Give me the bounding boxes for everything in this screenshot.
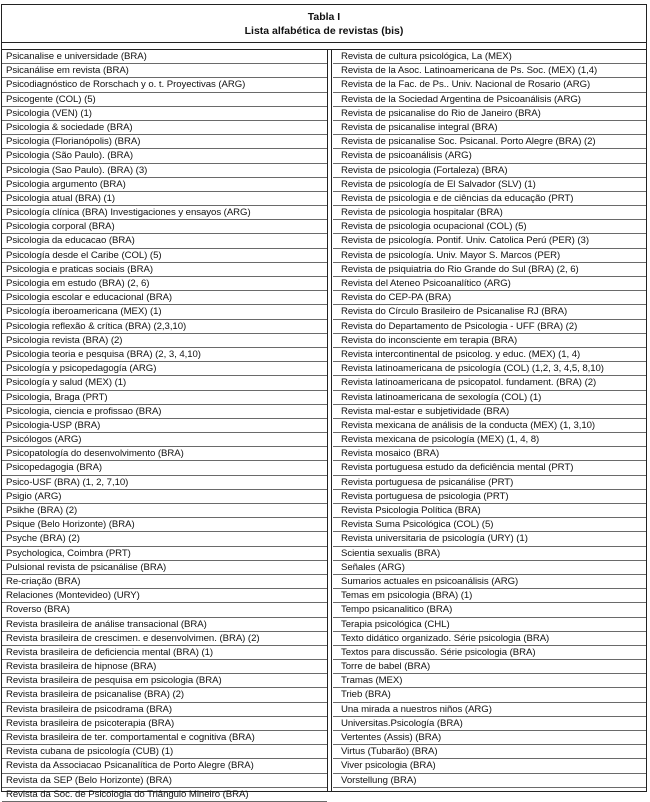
journal-entry: Revista portuguesa de psicanálise (PRT) [333, 476, 646, 490]
journal-entry: Psicologia reflexão & crítica (BRA) (2,3,10) [2, 320, 327, 334]
journal-entry: Psicanalise e universidade (BRA) [2, 50, 327, 64]
journal-entry: Psicología iberoamericana (MEX) (1) [2, 305, 327, 319]
journal-entry: Temas em psicologia (BRA) (1) [333, 589, 646, 603]
journal-entry: Revista da SEP (Belo Horizonte) (BRA) [2, 774, 327, 788]
journal-entry: Revista mal-estar e subjetividade (BRA) [333, 405, 646, 419]
journal-entry: Revista da Soc. de Psicologia do Triângulo Mineiro (BRA) [2, 788, 327, 802]
table-body [2, 50, 646, 800]
journal-entry: Psicología y salud (MEX) (1) [2, 376, 327, 390]
journal-entry: Psicologia & sociedade (BRA) [2, 121, 327, 135]
journal-entry: Psicopedagogia (BRA) [2, 461, 327, 475]
journal-entry: Textos para discussão. Série psicologia (BRA) [333, 646, 646, 660]
journal-entry: Revista de la Fac. de Ps.. Univ. Nacional de Rosario (ARG) [333, 78, 646, 92]
journal-entry: Psicólogos (ARG) [2, 433, 327, 447]
journal-entry: Revista Suma Psicológica (COL) (5) [333, 518, 646, 532]
journal-entry: Revista de la Asoc. Latinoamericana de Ps. Soc. (MEX) (1,4) [333, 64, 646, 78]
journal-entry: Psicopatología do desenvolvimento (BRA) [2, 447, 327, 461]
journal-entry: Revista brasileira de hipnose (BRA) [2, 660, 327, 674]
journal-entry: Psicologia (VEN) (1) [2, 107, 327, 121]
journal-entry: Revista de psicoanálisis (ARG) [333, 149, 646, 163]
journal-entry: Psicologia em estudo (BRA) (2, 6) [2, 277, 327, 291]
journal-entry: Psicología y psicopedagogía (ARG) [2, 362, 327, 376]
journal-entry: Revista de psicologia hospitalar (BRA) [333, 206, 646, 220]
journal-entry: Revista de psicanalise Soc. Psicanal. Porto Alegre (BRA) (2) [333, 135, 646, 149]
journal-table [1, 4, 647, 800]
journal-entry: Revista brasileira de análise transacional (BRA) [2, 618, 327, 632]
journal-entry: Revista de psicologia ocupacional (COL) (5) [333, 220, 646, 234]
table-header [2, 5, 646, 43]
column-divider [331, 50, 332, 792]
journal-entry: Vertentes (Assis) (BRA) [333, 731, 646, 745]
journal-entry: Revista do Círculo Brasileiro de Psicanalise RJ (BRA) [333, 305, 646, 319]
journal-entry: Pulsional revista de psicanálise (BRA) [2, 561, 327, 575]
journal-entry: Psicologia argumento (BRA) [2, 178, 327, 192]
journal-entry: Revista brasileira de deficiencia mental (BRA) (1) [2, 646, 327, 660]
journal-entry: Roverso (BRA) [2, 603, 327, 617]
journal-entry: Revista mexicana de psicología (MEX) (1, 4, 8) [333, 433, 646, 447]
journal-entry: Vorstellung (BRA) [333, 774, 646, 788]
journal-entry: Torre de babel (BRA) [333, 660, 646, 674]
journal-entry: Psicología clínica (BRA) Investigaciones y ensayos (ARG) [2, 206, 327, 220]
journal-entry: Revista brasileira de psicoterapia (BRA) [2, 717, 327, 731]
journal-entry: Psicodiagnóstico de Rorschach y o. t. Proyectivas (ARG) [2, 78, 327, 92]
journal-entry: Revista cubana de psicología (CUB) (1) [2, 745, 327, 759]
journal-entry: Revista de cultura psicológica, La (MEX) [333, 50, 646, 64]
journal-entry: Revista de psicología de El Salvador (SLV) (1) [333, 178, 646, 192]
journal-entry: Psicología desde el Caribe (COL) (5) [2, 249, 327, 263]
journal-entry: Psicologia atual (BRA) (1) [2, 192, 327, 206]
journal-entry: Revista latinoamericana de psicopatol. fundament. (BRA) (2) [333, 376, 646, 390]
journal-entry: Revista brasileira de ter. comportamental e cognitiva (BRA) [2, 731, 327, 745]
journal-entry: Psicologia teoria e pesquisa (BRA) (2, 3, 4,10) [2, 348, 327, 362]
journal-entry: Revista latinoamericana de sexología (COL) (1) [333, 391, 646, 405]
journal-entry: Psicologia da educacao (BRA) [2, 234, 327, 248]
journal-entry: Revista de psicología. Univ. Mayor S. Marcos (PER) [333, 249, 646, 263]
journal-entry: Scientia sexualis (BRA) [333, 547, 646, 561]
journal-entry: Revista do CEP-PA (BRA) [333, 291, 646, 305]
table-subtitle: Lista alfabética de revistas (bis) [244, 25, 404, 37]
journal-entry: Psicanálise em revista (BRA) [2, 64, 327, 78]
journal-entry: Revista del Ateneo Psicoanalítico (ARG) [333, 277, 646, 291]
table-title: Tabla I [307, 11, 341, 23]
journal-entry: Psicologia, Braga (PRT) [2, 391, 327, 405]
column-divider [327, 50, 328, 792]
journal-entry: Revista latinoamericana de psicología (COL) (1,2, 3, 4,5, 8,10) [333, 362, 646, 376]
journal-entry: Revista de psiquiatria do Rio Grande do Sul (BRA) (2, 6) [333, 263, 646, 277]
journal-entry: Tempo psicanalitico (BRA) [333, 603, 646, 617]
journal-entry: Revista mexicana de análisis de la conducta (MEX) (1, 3,10) [333, 419, 646, 433]
journal-entry: Psique (Belo Horizonte) (BRA) [2, 518, 327, 532]
journal-entry: Revista Psicologia Política (BRA) [333, 504, 646, 518]
journal-entry: Psychologica, Coimbra (PRT) [2, 547, 327, 561]
journal-entry: Psicologia-USP (BRA) [2, 419, 327, 433]
journal-entry: Revista portuguesa estudo da deficiência mental (PRT) [333, 461, 646, 475]
right-column [333, 50, 646, 792]
journal-entry: Revista intercontinental de psicolog. y educ. (MEX) (1, 4) [333, 348, 646, 362]
journal-entry: Psicologia (Sao Paulo). (BRA) (3) [2, 164, 327, 178]
journal-entry: Virtus (Tubarão) (BRA) [333, 745, 646, 759]
journal-entry: Relaciones (Montevideo) (URY) [2, 589, 327, 603]
journal-entry: Psicologia corporal (BRA) [2, 220, 327, 234]
journal-entry: Revista brasileira de psicanalise (BRA) (2) [2, 688, 327, 702]
journal-entry: Psicologia revista (BRA) (2) [2, 334, 327, 348]
journal-entry: Psicogente (COL) (5) [2, 93, 327, 107]
journal-entry: Psicologia e praticas sociais (BRA) [2, 263, 327, 277]
header-spacer [2, 43, 646, 50]
journal-entry: Psyche (BRA) (2) [2, 532, 327, 546]
journal-entry: Psicologia (Florianópolis) (BRA) [2, 135, 327, 149]
journal-entry: Re-criação (BRA) [2, 575, 327, 589]
journal-entry: Trieb (BRA) [333, 688, 646, 702]
journal-entry: Psicologia (São Paulo). (BRA) [2, 149, 327, 163]
journal-entry: Sumarios actuales en psicoanálisis (ARG) [333, 575, 646, 589]
journal-entry: Revista universitaria de psicología (URY) (1) [333, 532, 646, 546]
journal-entry: Revista portuguesa de psicologia (PRT) [333, 490, 646, 504]
journal-entry: Revista de psicanalise do Rio de Janeiro (BRA) [333, 107, 646, 121]
journal-entry: Revista do inconsciente em terapia (BRA) [333, 334, 646, 348]
journal-entry: Psicologia escolar e educacional (BRA) [2, 291, 327, 305]
journal-entry: Revista brasileira de crescimen. e desenvolvimen. (BRA) (2) [2, 632, 327, 646]
journal-entry: Revista de la Sociedad Argentina de Psicoanálisis (ARG) [333, 93, 646, 107]
journal-entry: Revista de psicanalise integral (BRA) [333, 121, 646, 135]
journal-entry: Psigio (ARG) [2, 490, 327, 504]
journal-entry: Psico-USF (BRA) (1, 2, 7,10) [2, 476, 327, 490]
journal-entry: Revista de psicología. Pontif. Univ. Catolica Perú (PER) (3) [333, 234, 646, 248]
journal-entry: Señales (ARG) [333, 561, 646, 575]
left-column [2, 50, 327, 800]
journal-entry: Universitas.Psicología (BRA) [333, 717, 646, 731]
journal-entry: Psicologia, ciencia e profissao (BRA) [2, 405, 327, 419]
journal-entry: Revista de psicologia (Fortaleza) (BRA) [333, 164, 646, 178]
journal-entry: Revista brasileira de psicodrama (BRA) [2, 703, 327, 717]
journal-entry: Una mirada a nuestros niños (ARG) [333, 703, 646, 717]
journal-entry: Texto didático organizado. Série psicologia (BRA) [333, 632, 646, 646]
journal-entry: Revista brasileira de pesquisa em psicologia (BRA) [2, 674, 327, 688]
journal-entry: Tramas (MEX) [333, 674, 646, 688]
journal-entry: Terapia psicológica (CHL) [333, 618, 646, 632]
journal-entry: Revista do Departamento de Psicologia - UFF (BRA) (2) [333, 320, 646, 334]
journal-entry: Revista mosaico (BRA) [333, 447, 646, 461]
journal-entry: Psikhe (BRA) (2) [2, 504, 327, 518]
journal-entry: Revista de psicologia e de ciências da educação (PRT) [333, 192, 646, 206]
journal-entry: Viver psicologia (BRA) [333, 759, 646, 773]
journal-entry: Revista da Associacao Psicanalítica de Porto Alegre (BRA) [2, 759, 327, 773]
